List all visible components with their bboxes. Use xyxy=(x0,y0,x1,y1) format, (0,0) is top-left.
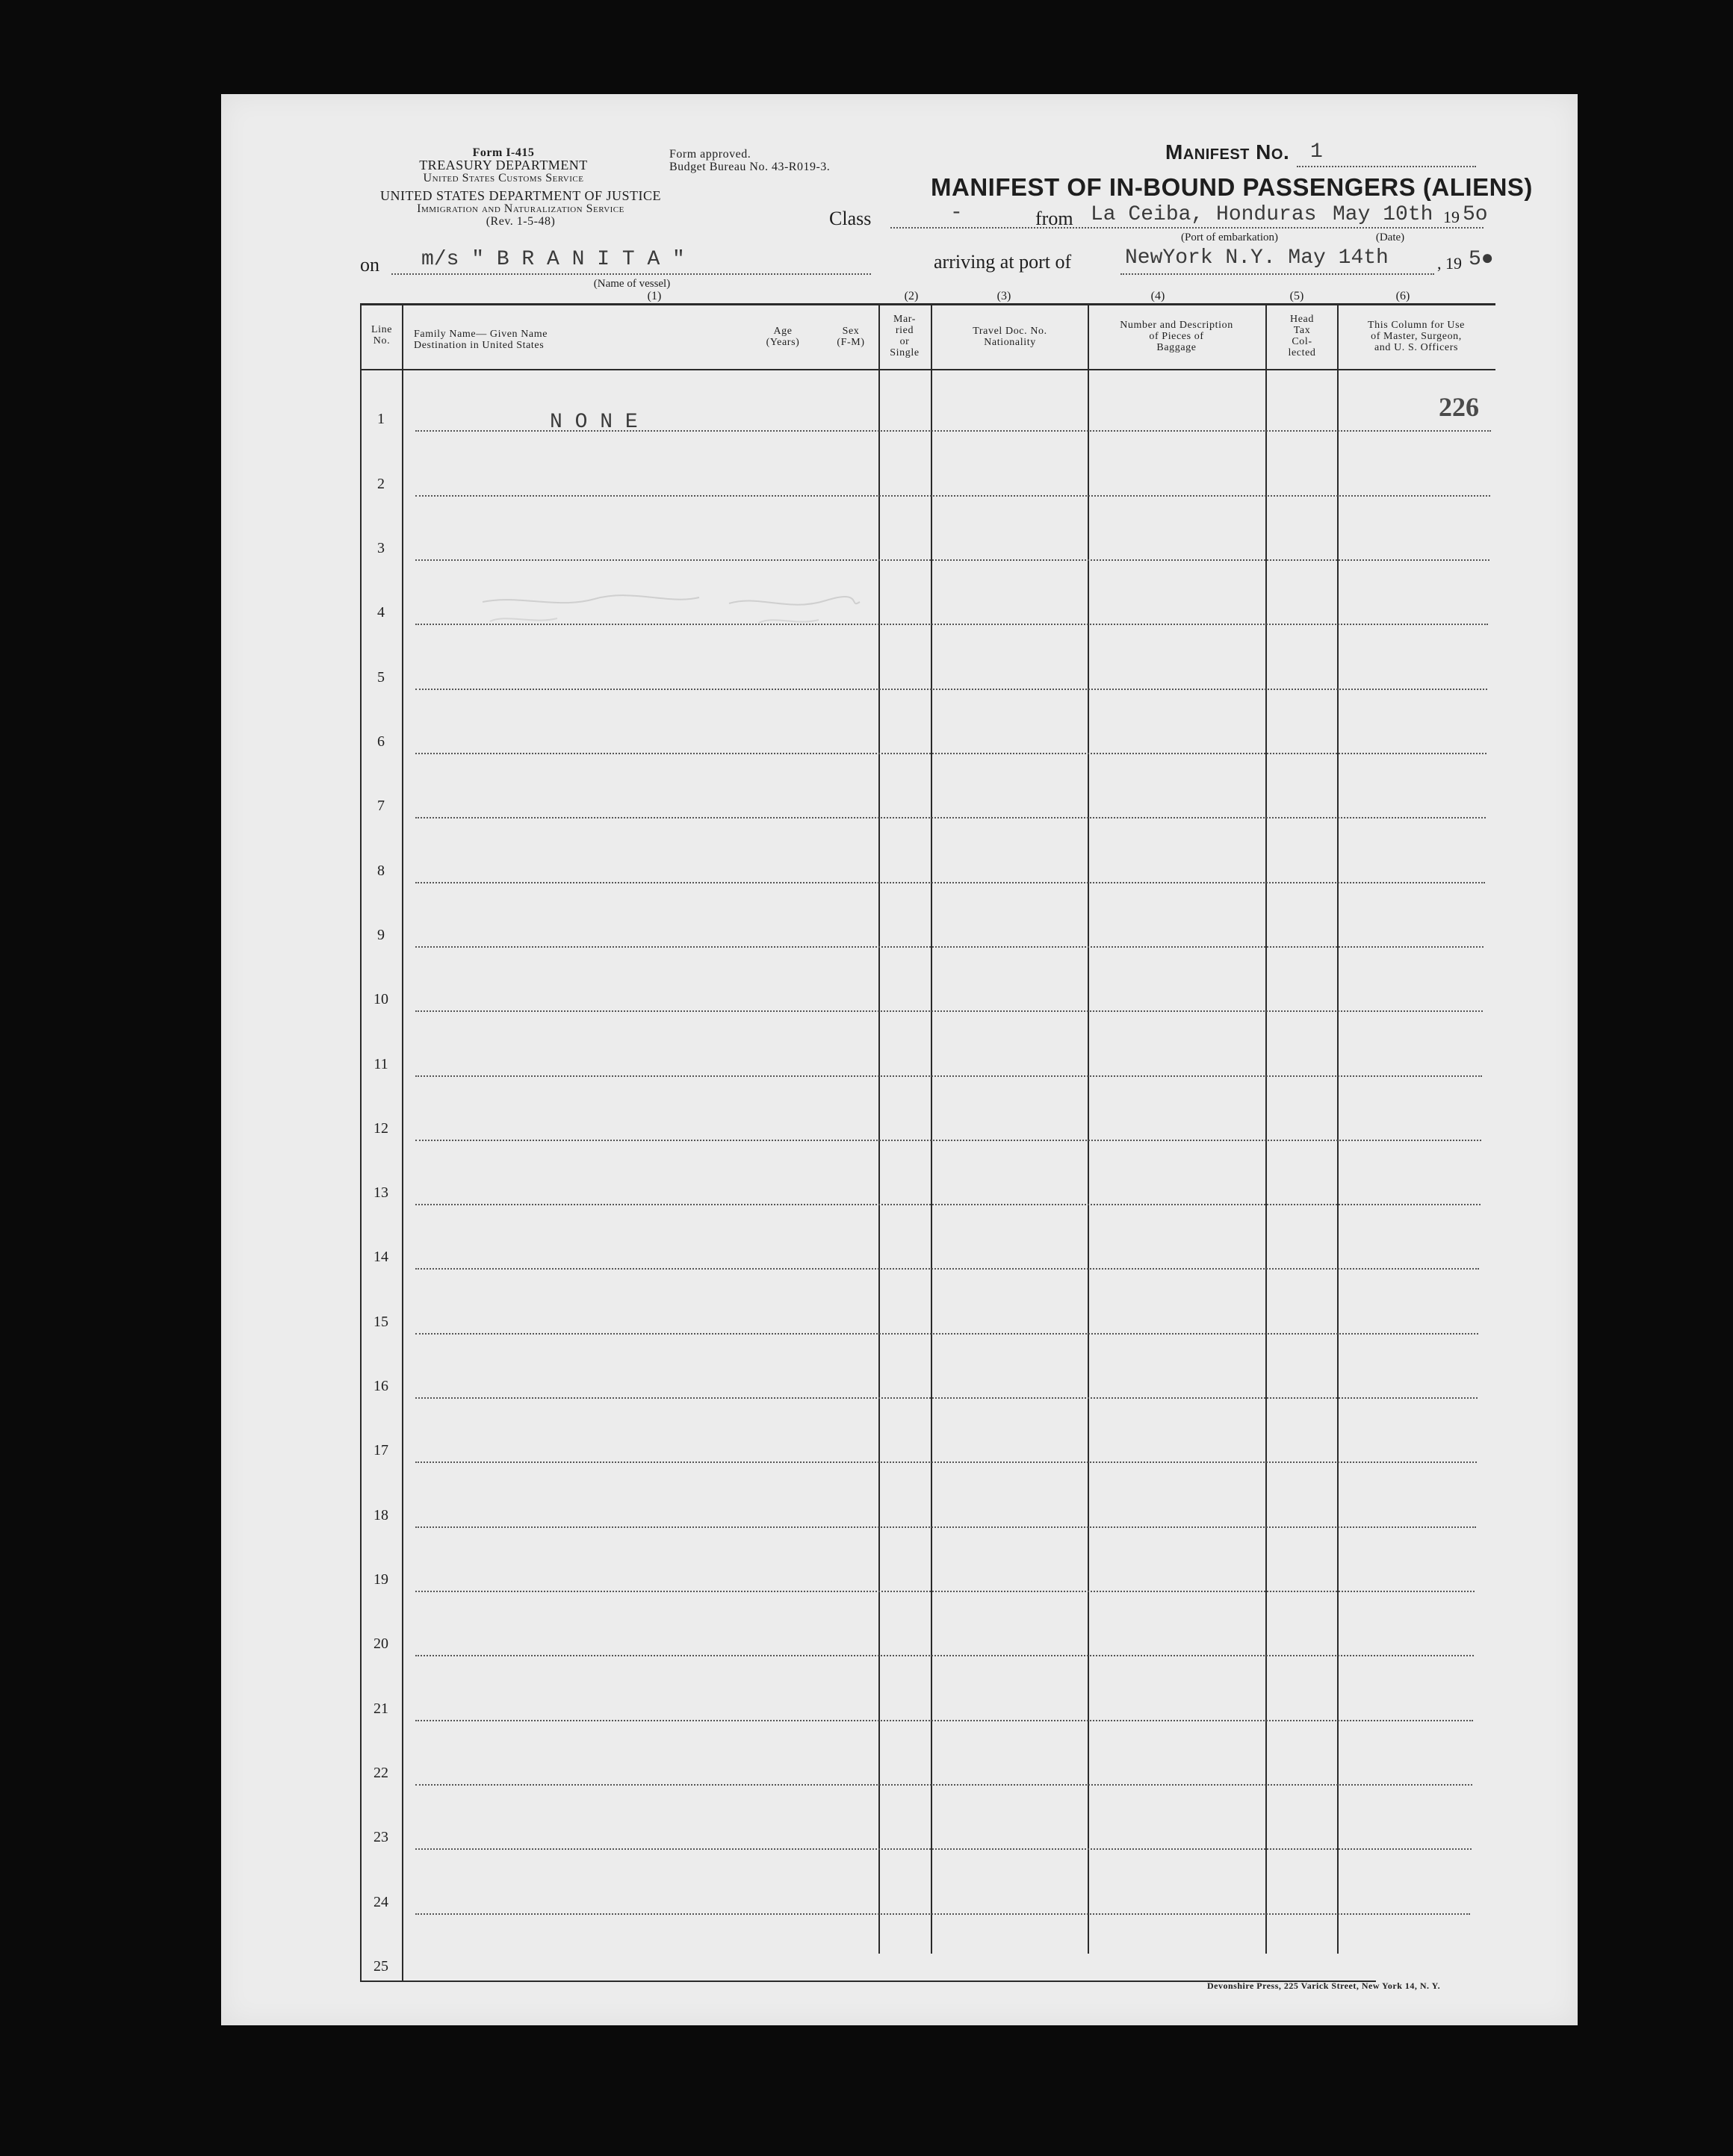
table-row-line xyxy=(415,1591,1475,1592)
table-row-line xyxy=(415,882,1485,883)
table-row-line xyxy=(415,559,1489,561)
line-number: 1 xyxy=(377,411,385,428)
line-number: 12 xyxy=(373,1119,388,1137)
column-number: (3) xyxy=(996,290,1011,302)
line-number: 7 xyxy=(377,798,385,815)
table-row-line xyxy=(415,1655,1474,1656)
vessel-name: m/s " B R A N I T A " xyxy=(421,248,685,271)
table-row-line xyxy=(415,1333,1478,1335)
line-number: 3 xyxy=(377,539,385,556)
header-sex: Sex (F-M) xyxy=(837,326,865,348)
vessel-caption: (Name of vessel) xyxy=(593,278,671,290)
line-number: 13 xyxy=(373,1184,388,1202)
line-number: 19 xyxy=(373,1571,388,1588)
justice-dept: UNITED STATES DEPARTMENT OF JUSTICE xyxy=(379,188,661,203)
faint-handwriting xyxy=(475,587,864,632)
class-value: - xyxy=(950,202,963,225)
form-approved: Form approved. xyxy=(669,148,751,161)
embarkation-date: May 10th xyxy=(1333,203,1433,226)
on-label: on xyxy=(360,254,379,276)
from-label: from xyxy=(1035,208,1073,229)
line-number: 11 xyxy=(373,1055,388,1072)
header-age: Age (Years) xyxy=(766,326,800,348)
form-number: Form I-415 xyxy=(472,146,535,159)
ins-service: Immigration and Naturalization Service xyxy=(417,202,624,215)
port-caption: (Port of embarkation) xyxy=(1181,232,1278,243)
manifest-number-value: 1 xyxy=(1310,140,1323,164)
column-number: (2) xyxy=(904,290,919,302)
table-row-line xyxy=(415,1010,1483,1012)
passenger-table xyxy=(221,94,1578,2025)
table-row-line xyxy=(415,1397,1478,1399)
line-number: 15 xyxy=(373,1313,388,1330)
officer-number: 226 xyxy=(1439,392,1479,422)
treasury-dept: TREASURY DEPARTMENT xyxy=(419,158,588,173)
date-caption: (Date) xyxy=(1375,232,1405,243)
table-row-line xyxy=(415,1140,1481,1141)
line-number: 24 xyxy=(373,1893,388,1910)
printer-imprint: Devonshire Press, 225 Varick Street, New York 14, N. Y. xyxy=(1207,1981,1441,1991)
revision-date: (Rev. 1-5-48) xyxy=(486,215,556,228)
line-number: 10 xyxy=(373,991,388,1008)
line-number: 21 xyxy=(373,1700,388,1717)
arrival-year-prefix: , 19 xyxy=(1437,254,1462,273)
table-row-line xyxy=(415,689,1487,690)
header-officers: This Column for Use of Master, Surgeon, and U. S. Officers xyxy=(1367,320,1465,353)
line-number: 18 xyxy=(373,1506,388,1523)
header-line-no: Line No. xyxy=(371,324,393,347)
table-row-line xyxy=(415,1526,1476,1528)
table-row-line xyxy=(415,1720,1473,1721)
line-number: 22 xyxy=(373,1765,388,1782)
entry-none: N O N E xyxy=(550,411,638,434)
line-number: 16 xyxy=(373,1378,388,1395)
table-row-line xyxy=(415,753,1486,754)
table-row-line xyxy=(415,1075,1482,1077)
table-row-line xyxy=(415,1784,1472,1786)
customs-service: United States Customs Service xyxy=(423,172,584,184)
port-of-embarkation: La Ceiba, Honduras xyxy=(1091,203,1317,226)
manifest-number-label: Manifest No. xyxy=(1165,140,1290,164)
arrival-port-date: NewYork N.Y. May 14th xyxy=(1125,246,1389,270)
year-prefix: 19 xyxy=(1443,208,1460,226)
budget-number: Budget Bureau No. 43-R019-3. xyxy=(669,161,831,173)
line-number: 17 xyxy=(373,1442,388,1459)
line-number: 2 xyxy=(377,475,385,492)
column-number: (4) xyxy=(1150,290,1165,302)
class-label: Class xyxy=(829,208,872,229)
line-number: 6 xyxy=(377,733,385,750)
manifest-sheet xyxy=(221,94,1578,2025)
column-number: (5) xyxy=(1289,290,1304,302)
header-name: Family Name— Given Name Destination in United States xyxy=(414,329,548,351)
header-travel-doc: Travel Doc. No. Nationality xyxy=(973,326,1047,348)
table-row-line xyxy=(415,946,1484,948)
table-row-line xyxy=(415,495,1490,497)
table-row-line xyxy=(415,1913,1470,1915)
line-number: 9 xyxy=(377,926,385,943)
line-number: 20 xyxy=(373,1635,388,1653)
table-row-line xyxy=(415,1204,1481,1205)
line-number: 4 xyxy=(377,604,385,621)
line-number: 23 xyxy=(373,1829,388,1846)
table-row-line xyxy=(415,1461,1477,1463)
column-number: (1) xyxy=(647,290,662,302)
table-row-line xyxy=(415,1268,1479,1270)
header-married: Mar- ried or Single xyxy=(890,314,920,358)
manifest-title: MANIFEST OF IN-BOUND PASSENGERS (ALIENS) xyxy=(931,173,1533,201)
line-number: 5 xyxy=(377,668,385,686)
year-suffix: 5o xyxy=(1463,203,1488,226)
table-row-line xyxy=(415,1848,1472,1850)
table-row-line xyxy=(415,817,1486,818)
arriving-label: arriving at port of xyxy=(934,251,1072,273)
line-number: 14 xyxy=(373,1249,388,1266)
arrival-year-suffix: 5● xyxy=(1469,248,1494,271)
line-number: 25 xyxy=(373,1958,388,1975)
header-head-tax: Head Tax Col- lected xyxy=(1288,314,1316,358)
header-baggage: Number and Description of Pieces of Baggage xyxy=(1120,320,1233,353)
column-number: (6) xyxy=(1395,290,1410,302)
line-number: 8 xyxy=(377,862,385,879)
